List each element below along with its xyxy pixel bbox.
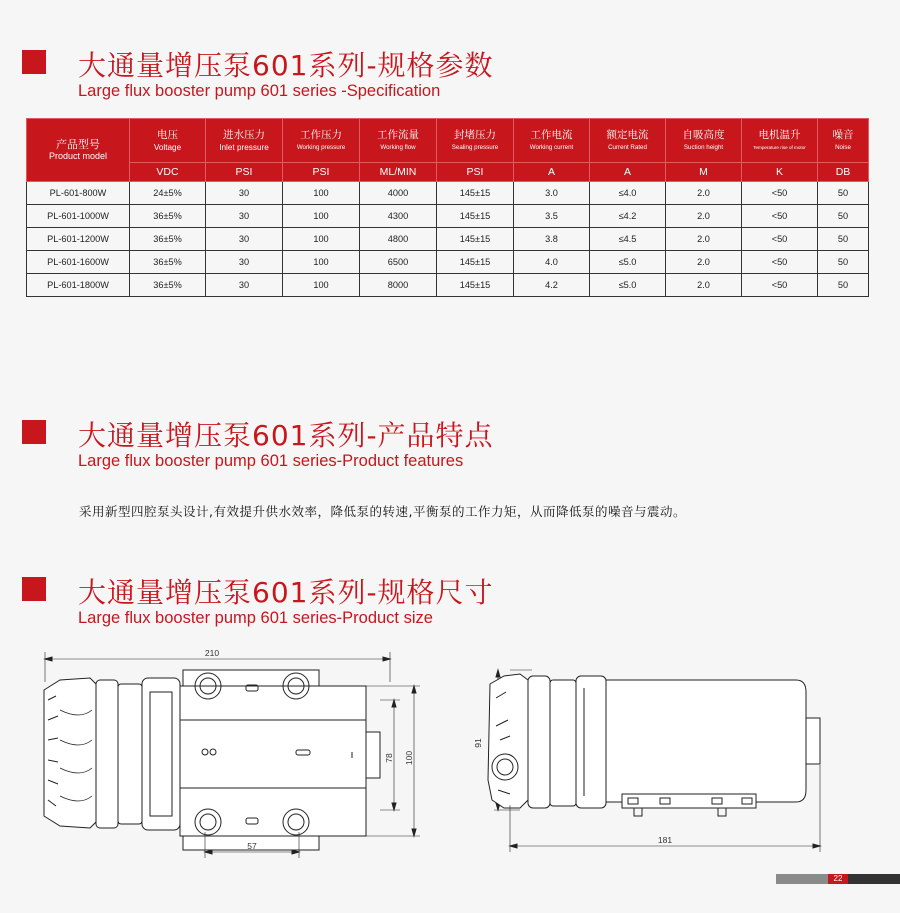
table-cell: 4000 [360, 182, 437, 205]
header-product-model: 产品型号 Product model [27, 119, 130, 182]
table-cell: PL-601-1800W [27, 274, 130, 297]
table-cell: <50 [742, 251, 818, 274]
table-cell: 4.0 [514, 251, 590, 274]
table-row [27, 274, 869, 297]
header-motor-temp-rise: 电机温升 Temperature rise of motor [742, 119, 818, 163]
spec-title-en: Large flux booster pump 601 series -Specification [78, 82, 441, 100]
features-description: 采用新型四腔泵头设计,有效提升供水效率，降低泵的转速,平衡泵的工作力矩，从而降低泵的噪音与震动。 [79, 504, 686, 519]
specification-table [26, 118, 869, 297]
header-inlet-pressure: 进水压力 Inlet pressure [206, 119, 283, 163]
header-voltage: 电压 Voltage [130, 119, 206, 163]
table-cell: <50 [742, 205, 818, 228]
table-cell: 100 [283, 274, 360, 297]
table-cell: 50 [818, 274, 869, 297]
table-cell: 36±5% [130, 274, 206, 297]
table-cell: PL-601-1200W [27, 228, 130, 251]
table-cell: 2.0 [666, 228, 742, 251]
table-cell: 145±15 [437, 205, 514, 228]
table-cell: 30 [206, 251, 283, 274]
table-cell: <50 [742, 228, 818, 251]
table-cell: 145±15 [437, 182, 514, 205]
table-cell: 100 [283, 205, 360, 228]
table-cell: 36±5% [130, 228, 206, 251]
table-cell: 30 [206, 228, 283, 251]
table-cell: 145±15 [437, 251, 514, 274]
section-marker-square [22, 577, 46, 601]
table-cell: 100 [283, 228, 360, 251]
unit-cell: PSI [283, 163, 360, 182]
table-row [27, 228, 869, 251]
table-cell: 30 [206, 205, 283, 228]
dim-height-inner: 78 [384, 753, 394, 763]
features-title-en: Large flux booster pump 601 series-Product features [78, 452, 464, 470]
table-cell: PL-601-1600W [27, 251, 130, 274]
table-body [27, 182, 869, 297]
table-cell: 50 [818, 205, 869, 228]
table-cell: <50 [742, 274, 818, 297]
table-cell: 145±15 [437, 274, 514, 297]
features-section-header [22, 420, 882, 480]
dim-side-width: 181 [657, 835, 673, 845]
table-cell: 8000 [360, 274, 437, 297]
dimension-drawings [0, 640, 900, 865]
features-title-cn: 大通量增压泵601系列-产品特点 [78, 419, 494, 452]
top-view-drawing [44, 652, 420, 858]
table-cell: 30 [206, 182, 283, 205]
table-cell: 6500 [360, 251, 437, 274]
table-cell: 4.2 [514, 274, 590, 297]
dim-bottom-width: 57 [247, 841, 257, 851]
table-cell: PL-601-1000W [27, 205, 130, 228]
header-working-flow: 工作流量 Working flow [360, 119, 437, 163]
unit-cell: DB [818, 163, 869, 182]
table-cell: 50 [818, 228, 869, 251]
section-marker-square [22, 50, 46, 74]
table-cell: 30 [206, 274, 283, 297]
table-cell: 3.8 [514, 228, 590, 251]
table-row [27, 205, 869, 228]
unit-cell: PSI [437, 163, 514, 182]
page-number: 22 [833, 874, 843, 883]
header-sealing-pressure: 封堵压力 Sealing pressure [437, 119, 514, 163]
spec-title-cn: 大通量增压泵601系列-规格参数 [78, 49, 494, 82]
section-marker-square [22, 420, 46, 444]
header-suction-height: 自吸高度 Suction height [666, 119, 742, 163]
table-cell: <50 [742, 182, 818, 205]
dim-side-height: 91 [473, 738, 483, 748]
table-cell: 50 [818, 251, 869, 274]
spec-section-header [22, 50, 882, 110]
table-cell: 2.0 [666, 205, 742, 228]
table-cell: 36±5% [130, 205, 206, 228]
size-title-cn: 大通量增压泵601系列-规格尺寸 [78, 576, 494, 609]
side-view-drawing [488, 670, 820, 852]
table-cell: 36±5% [130, 251, 206, 274]
table-units-row [27, 163, 869, 182]
table-row [27, 251, 869, 274]
footer-bar [776, 874, 900, 884]
dim-top-width: 210 [204, 648, 220, 658]
table-cell: 24±5% [130, 182, 206, 205]
unit-cell: PSI [206, 163, 283, 182]
header-working-pressure: 工作压力 Working pressure [283, 119, 360, 163]
table-cell: ≤4.2 [590, 205, 666, 228]
table-cell: 4300 [360, 205, 437, 228]
table-cell: PL-601-800W [27, 182, 130, 205]
size-title-en: Large flux booster pump 601 series-Product size [78, 609, 433, 627]
dim-height-outer: 100 [404, 750, 414, 766]
table-header-row [27, 119, 869, 163]
table-cell: 3.5 [514, 205, 590, 228]
unit-cell: M [666, 163, 742, 182]
unit-cell: A [514, 163, 590, 182]
unit-cell: K [742, 163, 818, 182]
table-cell: ≤5.0 [590, 251, 666, 274]
table-cell: 3.0 [514, 182, 590, 205]
header-working-current: 工作电流 Working current [514, 119, 590, 163]
unit-cell: A [590, 163, 666, 182]
header-noise: 噪音 Noise [818, 119, 869, 163]
unit-cell: ML/MIN [360, 163, 437, 182]
table-cell: ≤5.0 [590, 274, 666, 297]
table-cell: 2.0 [666, 274, 742, 297]
table-cell: 2.0 [666, 182, 742, 205]
table-cell: 50 [818, 182, 869, 205]
table-cell: ≤4.5 [590, 228, 666, 251]
table-cell: 4800 [360, 228, 437, 251]
table-cell: 100 [283, 182, 360, 205]
table-cell: ≤4.0 [590, 182, 666, 205]
table-cell: 2.0 [666, 251, 742, 274]
header-current-rated: 额定电流 Current Rated [590, 119, 666, 163]
table-cell: 100 [283, 251, 360, 274]
table-row [27, 182, 869, 205]
unit-cell: VDC [130, 163, 206, 182]
size-section-header [22, 577, 882, 637]
footer-grey-segment [776, 874, 828, 884]
table-cell: 145±15 [437, 228, 514, 251]
